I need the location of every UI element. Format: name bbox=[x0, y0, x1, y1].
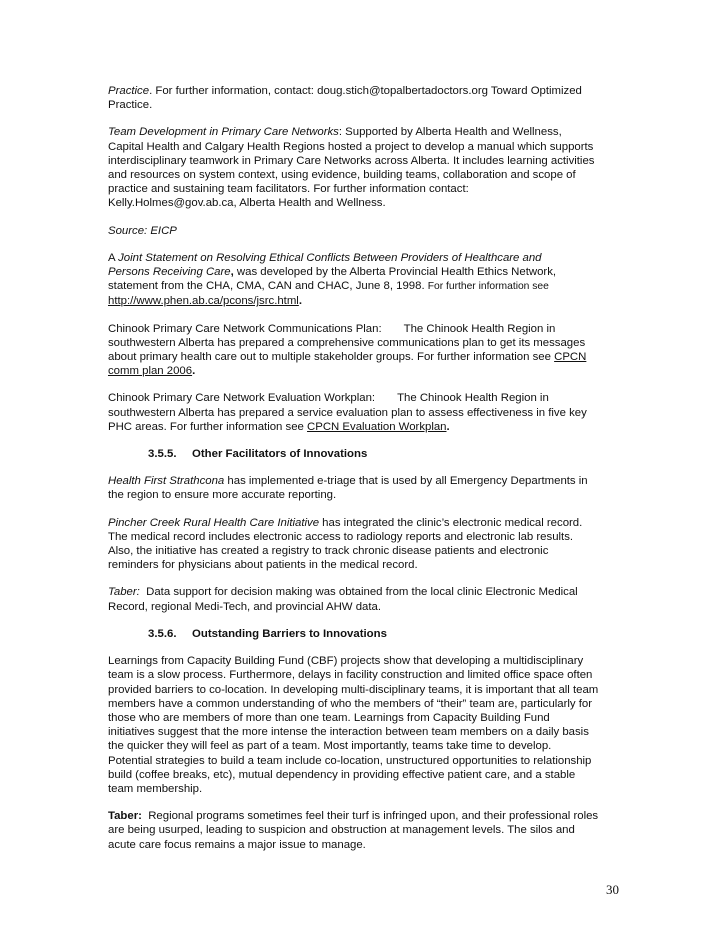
paragraph-joint-statement: A Joint Statement on Resolving Ethical Conflicts Between Providers of Healthcare and Persons Receiving Care, was developed by the Alberta Provincial Health Ethics Network, statement from the CHA, CMA, CAN and CHAC, June 8, 1998. For further information see http://www.phen.ab.ca/pcons/jsrc.html. bbox=[108, 251, 557, 308]
cpcn-comm-plan-link[interactable]: CPCN bbox=[554, 351, 587, 364]
phen-link[interactable]: http://www.phen.ab.ca/pcons/jsrc.html bbox=[108, 295, 299, 308]
page-number: 30 bbox=[606, 882, 619, 897]
section-heading-other-facilitators: 3.5.5. Other Facilitators of Innovations bbox=[148, 448, 368, 461]
location-label: Taber: bbox=[108, 586, 140, 599]
paragraph-pincher-creek: Pincher Creek Rural Health Care Initiative has integrated the clinic’s electronic medical record. The medical record includes electronic access to radiology reports and electronic lab results. Also, the initiative has created a registry to track chronic disease patients and electronic reminders for physicians about patients in the medical record. bbox=[108, 516, 583, 572]
paragraph-toward-optimized-practice: Practice. For further information, contact: doug.stich@topalbertadoctors.org Toward Optimized Practice. bbox=[108, 85, 582, 112]
document-title: Joint Statement on Resolving Ethical Conflicts Between Providers of Healthcare and bbox=[118, 251, 542, 264]
location-label: Taber: bbox=[108, 810, 142, 823]
paragraph-taber-regional-programs: Taber: Regional programs sometimes feel their turf is infringed upon, and their professional roles are being usurped, leading to suspicion and obstruction at management levels. The silos and acute care focus remains a major issue to manage. bbox=[108, 810, 599, 851]
paragraph-team-development: Team Development in Primary Care Networks: Supported by Alberta Health and Wellness, Capital Health and Calgary Health Regions hosted a project to develop a manual which supports interdisciplinary teamwork in Primary Care Networks across Alberta. It includes learning activities and resources on system context, using evidence, building teams, collaboration and scope of practice and sustaining team facilitators. For further information contact: Kelly.Holmes@gov.ab.ca, Alberta Health and Wellness. bbox=[108, 126, 595, 210]
paragraph-communications-plan: Chinook Primary Care Network Communications Plan: The Chinook Health Region in southwestern Alberta has prepared a comprehensive communications plan to get its messages about primary health care out to multiple stakeholder groups. For further information see CPCN comm plan 2006. bbox=[108, 322, 587, 378]
program-title: Pincher Creek Rural Health Care Initiative bbox=[108, 516, 320, 529]
paragraph-taber-data-support: Taber: Data support for decision making was obtained from the local clinic Electronic Medical Record, regional Medi-Tech, and provincial AHW data. bbox=[108, 586, 578, 613]
document-page bbox=[108, 84, 622, 865]
cpcn-comm-plan-link-cont[interactable]: comm plan 2006 bbox=[108, 365, 193, 378]
section-heading-outstanding-barriers: 3.5.6. Outstanding Barriers to Innovations bbox=[148, 627, 387, 640]
paragraph-cbf-learnings: Learnings from Capacity Building Fund (CBF) projects show that developing a multidisciplinary team is a slow process. Furthermore, delays in facility construction and limited office space often provided barriers to co-location. In developing multi-disciplinary teams, it is important that all team members have a common understanding of who the members of “their” team are, particularly for those who are members of more than one team. Learnings from Capacity Building Fund initiatives suggest that the more intense the interaction between team members on a daily basis the quicker they will feel as part of a team. Most importantly, teams take time to develop. Potential strategies to build a team include co-location, unstructured opportunities to relationship build (coffee breaks, etc), mutual dependency in providing effective patient care, and a stable team membership. bbox=[108, 655, 599, 795]
program-title: Team Development in Primary Care Networks bbox=[108, 126, 339, 139]
paragraph-health-first-strathcona: Health First Strathcona has implemented e-triage that is used by all Emergency Departments in the region to ensure more accurate reporting. bbox=[108, 475, 588, 502]
cpcn-evaluation-link[interactable]: CPCN Evaluation Workplan bbox=[307, 420, 447, 433]
paragraph-evaluation-workplan: Chinook Primary Care Network Evaluation Workplan: The Chinook Health Region in southwestern Alberta has prepared a service evaluation plan to assess effectiveness in five key PHC areas. For further information see CPCN Evaluation Workplan. bbox=[108, 392, 587, 433]
program-title: Health First Strathcona bbox=[108, 475, 225, 488]
source-note: Source: EICP bbox=[108, 224, 177, 237]
program-title: Practice bbox=[108, 85, 150, 97]
document-title: Persons Receiving Care bbox=[108, 266, 231, 279]
